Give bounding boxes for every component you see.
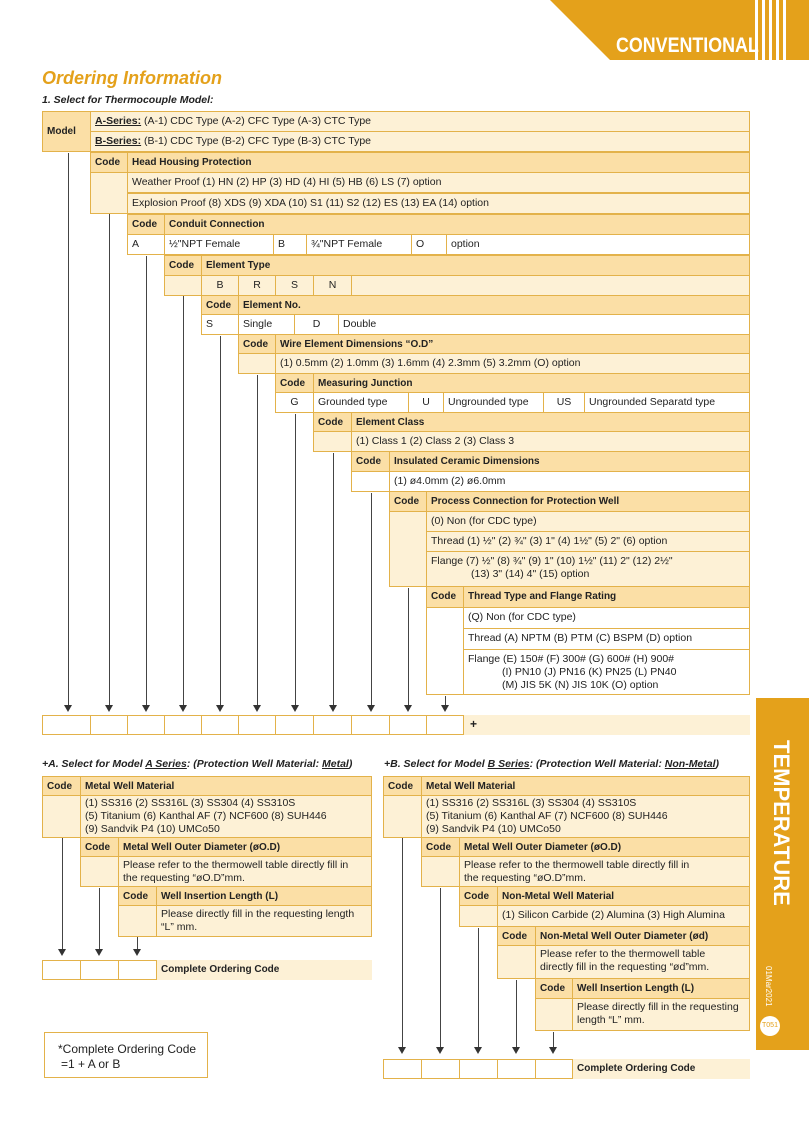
a-length-line1: Please directly fill in the requesting length [161, 908, 355, 920]
b-od-line2: the requesting “øO.D”mm. [464, 872, 586, 884]
a-length-title: Well Insertion Length (L) [156, 886, 372, 906]
element-type-r: R [238, 275, 276, 296]
b-nmod-line2: directly fill in the requesting “ød”mm. [540, 961, 710, 973]
code-box [42, 715, 91, 735]
banner-text: CONVENTIONAL [616, 34, 759, 57]
element-type-blank [351, 275, 750, 296]
page-number: T051 [762, 1022, 778, 1029]
b-nm-row: (1) Silicon Carbide (2) Alumina (3) High Alumina [497, 905, 750, 927]
guide-line [68, 153, 69, 706]
junction-code-g: G [275, 392, 314, 413]
guide-line [295, 414, 296, 706]
b-od-rows [459, 856, 750, 887]
a-material-line1: (1) SS316 (2) SS316L (3) SS304 (4) SS310S [85, 797, 296, 809]
b-nmod-rows [535, 945, 750, 979]
b-material-line3: (9) Sandvik P4 (10) UMCo50 [426, 823, 561, 835]
step1-title: 1. Select for Thermocouple Model: [42, 94, 214, 106]
arrow-down-icon [105, 705, 113, 712]
conduit-code-o: O [411, 234, 447, 255]
b-od-line1: Please refer to the thermowell table directly fill in [464, 859, 690, 871]
b-material-line2: (5) Titanium (6) Kanthal AF (7) NCF600 (8) SUH446 [426, 810, 668, 822]
element-no-code-d: D [294, 314, 339, 335]
code-box [459, 1059, 498, 1079]
element-class-row: (1) Class 1 (2) Class 2 (3) Class 3 [351, 431, 750, 452]
element-type-n: N [313, 275, 352, 296]
arrow-down-icon [512, 1047, 520, 1054]
code-box [389, 715, 427, 735]
code-label: Code [80, 837, 119, 857]
b-series-row: B-Series: (B-1) CDC Type (B-2) CFC Type (B-3) CTC Type [90, 131, 750, 152]
arrow-down-icon [133, 949, 141, 956]
arrow-down-icon [441, 705, 449, 712]
date-text: 01Mar2021 [764, 966, 773, 1007]
arrow-down-icon [367, 705, 375, 712]
code-box [42, 960, 81, 980]
conduit-desc-b: ¾"NPT Female [306, 234, 412, 255]
thread-flange-line2: (I) PN10 (J) PN16 (K) PN25 (L) PN40 [502, 666, 677, 678]
guide-line [333, 453, 334, 706]
conduit-code-a: A [127, 234, 165, 255]
weather-proof-row: Weather Proof (1) HN (2) HP (3) HD (4) HI (5) HB (6) LS (7) option [127, 172, 750, 193]
element-class-code [313, 431, 352, 452]
b-nm-code [459, 905, 498, 927]
arrow-down-icon [436, 1047, 444, 1054]
junction-code-us: US [543, 392, 585, 413]
arrow-down-icon [216, 705, 224, 712]
a-od-line1: Please refer to the thermowell table directly fill in [123, 859, 349, 871]
wire-code [238, 353, 276, 374]
element-type-s: S [275, 275, 314, 296]
code-label: Code [383, 776, 422, 796]
guide-line [402, 838, 403, 1048]
thread-code [426, 607, 464, 695]
note-line1: *Complete Ordering Code [58, 1042, 197, 1056]
side-banner [756, 698, 809, 1050]
code-label: Code [426, 586, 464, 608]
section-b-title: +B. Select for Model B Series: (Protection Well Material: Non-Metal) [384, 758, 720, 770]
a-length-line2: “L” mm. [161, 921, 198, 933]
thread-flange-line1: Flange (E) 150# (F) 300# (G) 600# (H) 900# [468, 653, 675, 665]
arrow-down-icon [474, 1047, 482, 1054]
code-box [201, 715, 239, 735]
code-label: Code [421, 837, 460, 857]
ceramic-title: Insulated Ceramic Dimensions [389, 451, 750, 472]
a-length-code [118, 905, 157, 937]
code-label: Code [164, 255, 202, 276]
arrow-down-icon [398, 1047, 406, 1054]
process-title: Process Connection for Protection Well [426, 491, 750, 512]
b-material-line1: (1) SS316 (2) SS316L (3) SS304 (4) SS310S [426, 797, 637, 809]
a-material-line3: (9) Sandvik P4 (10) UMCo50 [85, 823, 220, 835]
b-length-title: Well Insertion Length (L) [572, 978, 750, 999]
thread-flange-line3: (M) JIS 5K (N) JIS 10K (O) option [502, 679, 659, 691]
code-box [535, 1059, 573, 1079]
junction-separated: Ungrounded Separatd type [584, 392, 750, 413]
guide-line [440, 888, 441, 1048]
guide-line [371, 493, 372, 706]
a-od-code [80, 856, 119, 887]
code-box [118, 960, 157, 980]
a-material-code [42, 795, 81, 838]
element-type-title: Element Type [201, 255, 750, 276]
code-box [313, 715, 352, 735]
code-label: Code [313, 412, 352, 432]
page-number-badge [760, 1016, 780, 1036]
model-label: Model [42, 111, 91, 152]
thread-row-flange [463, 649, 750, 695]
guide-line [257, 375, 258, 706]
arrow-down-icon [253, 705, 261, 712]
guide-line [220, 336, 221, 706]
code-box [80, 960, 119, 980]
ceramic-code [351, 471, 390, 492]
element-type-code [164, 275, 202, 296]
section-a-title: +A. Select for Model A Series: (Protection Well Material: Metal) [42, 758, 353, 770]
junction-ungrounded: Ungrounded type [443, 392, 544, 413]
junction-grounded: Grounded type [313, 392, 409, 413]
b-nmod-code [497, 945, 536, 979]
code-label: Code [459, 886, 498, 906]
head-housing-title: Head Housing Protection [127, 152, 750, 173]
element-class-title: Element Class [351, 412, 750, 432]
element-no-double: Double [338, 314, 750, 335]
guide-line [478, 928, 479, 1048]
wire-row: (1) 0.5mm (2) 1.0mm (3) 1.6mm (4) 2.3mm (5) 3.2mm (O) option [275, 353, 750, 374]
process-row-thread: Thread (1) ½" (2) ¾" (3) 1" (4) 1½" (5) 2" (6) option [426, 531, 750, 552]
b-length-code [535, 998, 573, 1031]
b-length-line2: length “L” mm. [577, 1014, 645, 1026]
arrow-down-icon [291, 705, 299, 712]
arrow-down-icon [64, 705, 72, 712]
b-material-rows [421, 795, 750, 838]
a-od-title: Metal Well Outer Diameter (øO.D) [118, 837, 372, 857]
wire-title: Wire Element Dimensions “O.D” [275, 334, 750, 354]
code-box [238, 715, 276, 735]
code-label: Code [275, 373, 314, 393]
guide-line [146, 256, 147, 706]
b-material-code [383, 795, 422, 838]
code-label: Code [127, 214, 165, 235]
b-nmod-title: Non-Metal Well Outer Diameter (ød) [535, 926, 750, 946]
code-label: Code [90, 152, 128, 173]
conduit-desc-a: ½"NPT Female [164, 234, 274, 255]
explosion-proof-row: Explosion Proof (8) XDS (9) XDA (10) S1 (11) S2 (12) ES (13) EA (14) option [127, 193, 750, 214]
page-title: Ordering Information [42, 68, 222, 88]
arrow-down-icon [95, 949, 103, 956]
code-label: Code [201, 295, 239, 315]
thread-row-thread: Thread (A) NPTM (B) PTM (C) BSPM (D) option [463, 628, 750, 650]
arrow-down-icon [549, 1047, 557, 1054]
b-nmod-line1: Please refer to the thermowell table [540, 948, 706, 960]
process-row-non: (0) Non (for CDC type) [426, 511, 750, 532]
guide-line [408, 588, 409, 706]
process-row-flange [426, 551, 750, 587]
code-box [351, 715, 390, 735]
b-od-code [421, 856, 460, 887]
code-label: Code [238, 334, 276, 354]
a-material-line2: (5) Titanium (6) Kanthal AF (7) NCF600 (8) SUH446 [85, 810, 327, 822]
junction-title: Measuring Junction [313, 373, 750, 393]
code-box [497, 1059, 536, 1079]
code-label: Code [42, 776, 81, 796]
process-flange-line2: (13) 3" (14) 4" (15) option [471, 568, 590, 580]
code-box [275, 715, 314, 735]
process-flange-line1: Flange (7) ½" (8) ¾" (9) 1" (10) 1½" (11) 2" (12) 2½" [431, 555, 673, 567]
thread-row-non: (Q) Non (for CDC type) [463, 607, 750, 629]
code-label: Code [497, 926, 536, 946]
code-label: Code [535, 978, 573, 999]
ceramic-row: (1) ø4.0mm (2) ø6.0mm [389, 471, 750, 492]
guide-line [62, 838, 63, 950]
top-banner [550, 0, 809, 60]
element-no-title: Element No. [238, 295, 750, 315]
code-label: Code [351, 451, 390, 472]
b-length-rows [572, 998, 750, 1031]
code-box [421, 1059, 460, 1079]
b-length-line1: Please directly fill in the requesting [577, 1001, 739, 1013]
arrow-down-icon [404, 705, 412, 712]
code-box [164, 715, 202, 735]
element-type-b: B [201, 275, 239, 296]
note-line2: =1 + A or B [61, 1057, 121, 1071]
plus-sign: + [470, 717, 478, 731]
head-housing-code [90, 172, 128, 214]
junction-code-u: U [408, 392, 444, 413]
element-no-code-s: S [201, 314, 239, 335]
arrow-down-icon [329, 705, 337, 712]
guide-line [99, 888, 100, 950]
process-code [389, 511, 427, 587]
code-box [426, 715, 464, 735]
b-complete-label: Complete Ordering Code [577, 1063, 696, 1074]
guide-line [516, 980, 517, 1048]
guide-line [553, 1032, 554, 1048]
guide-line [183, 296, 184, 706]
arrow-down-icon [142, 705, 150, 712]
a-od-rows [118, 856, 372, 887]
side-banner-text: TEMPERATURE [769, 740, 794, 906]
a-od-line2: the requesting “øO.D”mm. [123, 872, 245, 884]
a-length-rows [156, 905, 372, 937]
b-od-title: Metal Well Outer Diameter (øO.D) [459, 837, 750, 857]
a-material-title: Metal Well Material [80, 776, 372, 796]
arrow-down-icon [58, 949, 66, 956]
a-material-rows [80, 795, 372, 838]
a-series-row: A-Series: (A-1) CDC Type (A-2) CFC Type (A-3) CTC Type [90, 111, 750, 132]
code-label: Code [389, 491, 427, 512]
guide-line [109, 214, 110, 706]
b-nm-title: Non-Metal Well Material [497, 886, 750, 906]
arrow-down-icon [179, 705, 187, 712]
code-box [90, 715, 128, 735]
element-no-single: Single [238, 314, 295, 335]
a-complete-label: Complete Ordering Code [161, 964, 280, 975]
conduit-code-b: B [273, 234, 307, 255]
conduit-title: Conduit Connection [164, 214, 750, 235]
code-box [127, 715, 165, 735]
note-box [44, 1032, 208, 1078]
conduit-desc-o: option [446, 234, 750, 255]
code-label: Code [118, 886, 157, 906]
code-box [383, 1059, 422, 1079]
thread-title: Thread Type and Flange Rating [463, 586, 750, 608]
b-material-title: Metal Well Material [421, 776, 750, 796]
